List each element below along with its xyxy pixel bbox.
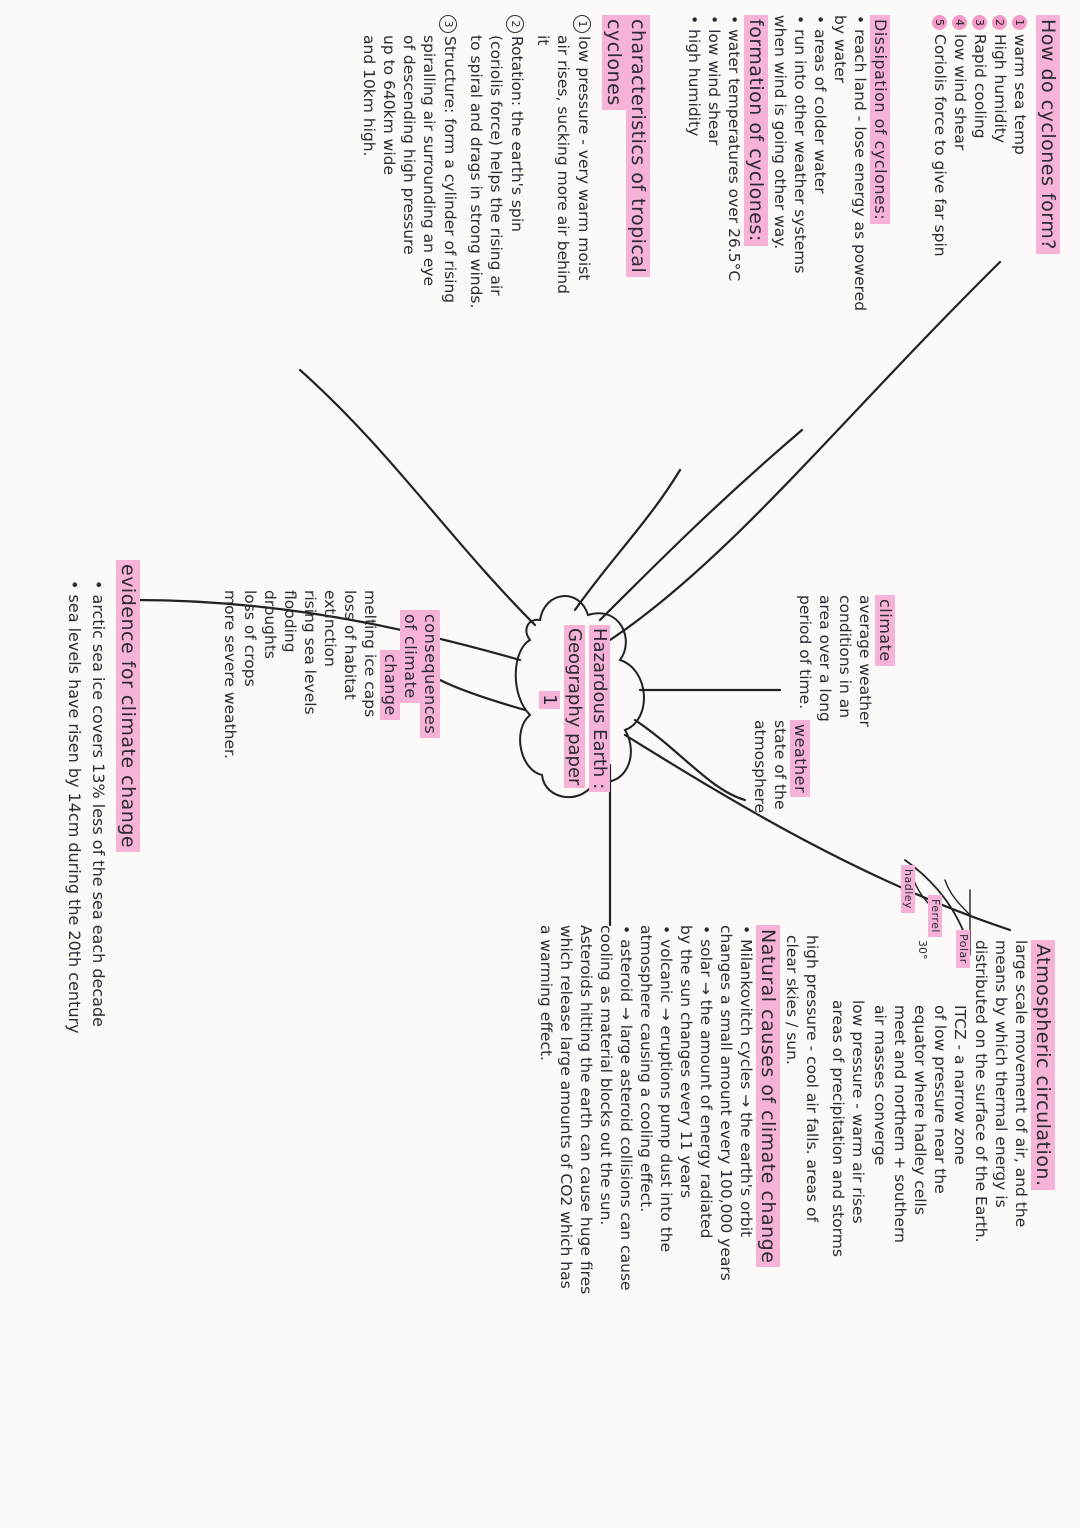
consequence-item: droughts bbox=[261, 590, 279, 659]
itcz-line: equator where hadley cells bbox=[911, 1005, 929, 1215]
natural-causes-list bbox=[536, 925, 756, 1294]
consequences-list bbox=[220, 590, 380, 759]
characteristic-item bbox=[359, 15, 460, 308]
step-text: Rapid cooling bbox=[971, 34, 989, 139]
how-form-section bbox=[930, 15, 1060, 257]
natural-cause-line: by the sun changes every 11 years bbox=[677, 925, 695, 1199]
ferrel-cell-label: Ferrel bbox=[928, 895, 942, 937]
step-number: 5 bbox=[932, 15, 947, 30]
consequences-title-1: consequences bbox=[420, 610, 440, 738]
natural-cause-line: • Milankovitch cycles → the earth's orbit bbox=[737, 925, 755, 1238]
center-subtitle: Geography paper bbox=[564, 625, 585, 788]
natural-cause-line: which release large amounts of CO2 which has bbox=[557, 925, 575, 1289]
high-pressure-line: clear skies / sun. bbox=[783, 935, 801, 1065]
consequence-item: loss of crops bbox=[241, 590, 259, 687]
natural-cause-line: cooling as material blocks out the sun. bbox=[597, 925, 615, 1226]
atmospheric-line: distributed on the surface of the Earth. bbox=[972, 940, 990, 1243]
consequence-item: melting ice caps bbox=[361, 590, 379, 718]
item-number: 2 bbox=[506, 15, 524, 33]
consequence-item: flooding bbox=[281, 590, 299, 653]
characteristic-line: it bbox=[534, 35, 552, 46]
climate-title: climate bbox=[875, 595, 895, 666]
weather-title: weather bbox=[790, 720, 810, 797]
how-form-item bbox=[930, 15, 950, 257]
center-title: Hazardous Earth : bbox=[589, 625, 610, 792]
step-number: 4 bbox=[952, 15, 967, 30]
climate-line: conditions in an bbox=[836, 595, 854, 719]
low-pressure-line: areas of precipitation and storms bbox=[829, 1000, 847, 1258]
climate-line: average weather bbox=[856, 595, 874, 727]
formation-line: • water temperatures over 26.5°C bbox=[725, 15, 743, 282]
characteristic-line: up to 640km wide bbox=[380, 35, 398, 176]
characteristic-line: to spiral and drags in strong winds. bbox=[467, 35, 485, 309]
how-form-title: How do cyclones form? bbox=[1036, 15, 1060, 254]
step-text: low wind shear bbox=[951, 34, 969, 151]
characteristic-item bbox=[533, 15, 594, 308]
atmospheric-line: means by which thermal energy is bbox=[992, 940, 1010, 1208]
evidence-section bbox=[62, 560, 140, 1034]
dissipation-line: • reach land - lose energy as powered bbox=[851, 15, 869, 312]
consequences-title-2: of climate bbox=[400, 610, 420, 703]
weather-section bbox=[750, 720, 810, 813]
climate-definition bbox=[795, 595, 875, 727]
weather-definition bbox=[750, 720, 790, 813]
characteristic-line: spiralling air surrounding an eye bbox=[420, 35, 438, 287]
natural-cause-line: • volcanic → eruptions pump dust into the bbox=[657, 925, 675, 1253]
atmospheric-section bbox=[971, 940, 1055, 1243]
characteristics-section bbox=[353, 15, 650, 308]
consequence-item: rising sea levels bbox=[301, 590, 319, 715]
natural-cause-line: • solar → the amount of energy radiated bbox=[697, 925, 715, 1239]
step-text: warm sea temp bbox=[1011, 34, 1029, 155]
natural-cause-line: atmosphere causing a cooling effect. bbox=[637, 925, 655, 1213]
formation-line: • low wind shear bbox=[705, 15, 723, 146]
step-number: 2 bbox=[992, 15, 1007, 30]
evidence-list bbox=[62, 580, 110, 1034]
formation-list bbox=[684, 15, 744, 281]
item-number: 3 bbox=[439, 15, 457, 33]
climate-line: period of time. bbox=[796, 595, 814, 710]
itcz-line: ITCZ - a narrow zone bbox=[951, 1005, 969, 1165]
weather-line: state of the bbox=[771, 720, 789, 810]
climate-line: area over a long bbox=[816, 595, 834, 722]
step-number: 1 bbox=[1012, 15, 1027, 30]
hadley-cell-label: hadley bbox=[901, 865, 915, 913]
dissipation-line: by water bbox=[831, 15, 849, 84]
dissipation-line: • run into other weather systems bbox=[791, 15, 809, 274]
itcz-line: meet and northern + southern bbox=[891, 1005, 909, 1243]
consequence-item: loss of habitat bbox=[341, 590, 359, 700]
characteristic-line: and 10km high. bbox=[360, 35, 378, 157]
high-pressure-line: high pressure - cool air falls. areas of bbox=[803, 935, 821, 1222]
branch-how-form bbox=[610, 262, 1000, 640]
consequences-title-3: change bbox=[380, 650, 400, 720]
atmospheric-definition bbox=[971, 940, 1031, 1243]
characteristic-line: of descending high pressure bbox=[400, 35, 418, 255]
dissipation-list bbox=[770, 15, 870, 311]
atmospheric-line: large scale movement of air, and the bbox=[1012, 940, 1030, 1228]
how-form-item bbox=[950, 15, 970, 257]
natural-cause-line: Asteroids hitting the earth can cause huge fires bbox=[577, 925, 595, 1295]
latitude-angle: 30° bbox=[916, 940, 929, 960]
step-number: 3 bbox=[972, 15, 987, 30]
characteristic-item bbox=[466, 15, 527, 308]
natural-causes-title: Natural causes of climate change bbox=[756, 925, 780, 1267]
itcz-line: of low pressure near the bbox=[931, 1005, 949, 1194]
evidence-item: • sea levels have risen by 14cm during the 20th century bbox=[65, 580, 84, 1034]
characteristics-list bbox=[359, 15, 594, 308]
characteristic-line: Rotation: the earth's spin bbox=[508, 36, 526, 232]
natural-cause-line: a warming effect. bbox=[537, 925, 555, 1061]
characteristic-line: Structure: form a cylinder of rising bbox=[441, 36, 459, 304]
dissipation-section bbox=[770, 15, 890, 311]
characteristics-title-1: characteristics of tropical bbox=[626, 15, 650, 277]
step-text: Coriolis force to give far spin bbox=[931, 34, 949, 257]
consequence-item: more severe weather. bbox=[221, 590, 239, 759]
consequences-section bbox=[220, 590, 440, 759]
item-number: 1 bbox=[573, 15, 591, 33]
characteristic-line: low pressure - very warm moist bbox=[575, 36, 593, 281]
formation-title: formation of cyclones: bbox=[744, 15, 768, 246]
evidence-title: evidence for climate change bbox=[116, 560, 140, 852]
natural-causes-section bbox=[536, 925, 780, 1294]
dissipation-line: • areas of colder water bbox=[811, 15, 829, 194]
how-form-item bbox=[970, 15, 990, 257]
dissipation-title: Dissipation of cyclones: bbox=[870, 15, 890, 224]
formation-line: • high humidity bbox=[685, 15, 703, 137]
how-form-item bbox=[1010, 15, 1030, 257]
center-badge: 1 bbox=[539, 691, 560, 708]
characteristic-line: (coriolis force) helps the rising air bbox=[487, 35, 505, 296]
climate-section bbox=[795, 595, 895, 727]
natural-cause-line: changes a small amount every 100,000 years bbox=[717, 925, 735, 1281]
low-pressure-line: low pressure - warm air rises bbox=[849, 1000, 867, 1224]
evidence-item: • arctic sea ice covers 13% less of the sea each decade bbox=[89, 580, 108, 1027]
high-pressure-note bbox=[782, 935, 822, 1222]
polar-cell-label: Polar bbox=[956, 930, 970, 968]
consequence-item: extinction bbox=[321, 590, 339, 667]
weather-line: atmosphere bbox=[751, 720, 769, 813]
step-text: High humidity bbox=[991, 34, 1009, 143]
itcz-note bbox=[870, 1005, 970, 1243]
characteristic-line: air rises, sucking more air behind bbox=[554, 35, 572, 294]
how-form-item bbox=[990, 15, 1010, 257]
center-label bbox=[537, 625, 612, 790]
branch-atmospheric bbox=[625, 735, 1010, 930]
characteristics-title-2: cyclones bbox=[602, 15, 626, 110]
low-pressure-note bbox=[828, 1000, 868, 1257]
itcz-line: air masses converge bbox=[871, 1005, 889, 1166]
how-form-list bbox=[930, 15, 1030, 257]
formation-section bbox=[684, 15, 768, 281]
natural-cause-line: • asteroid → large asteroid collisions can cause bbox=[617, 925, 635, 1291]
atmospheric-title: Atmospheric circulation. bbox=[1031, 940, 1055, 1190]
dissipation-line: when wind is going other way. bbox=[771, 15, 789, 250]
